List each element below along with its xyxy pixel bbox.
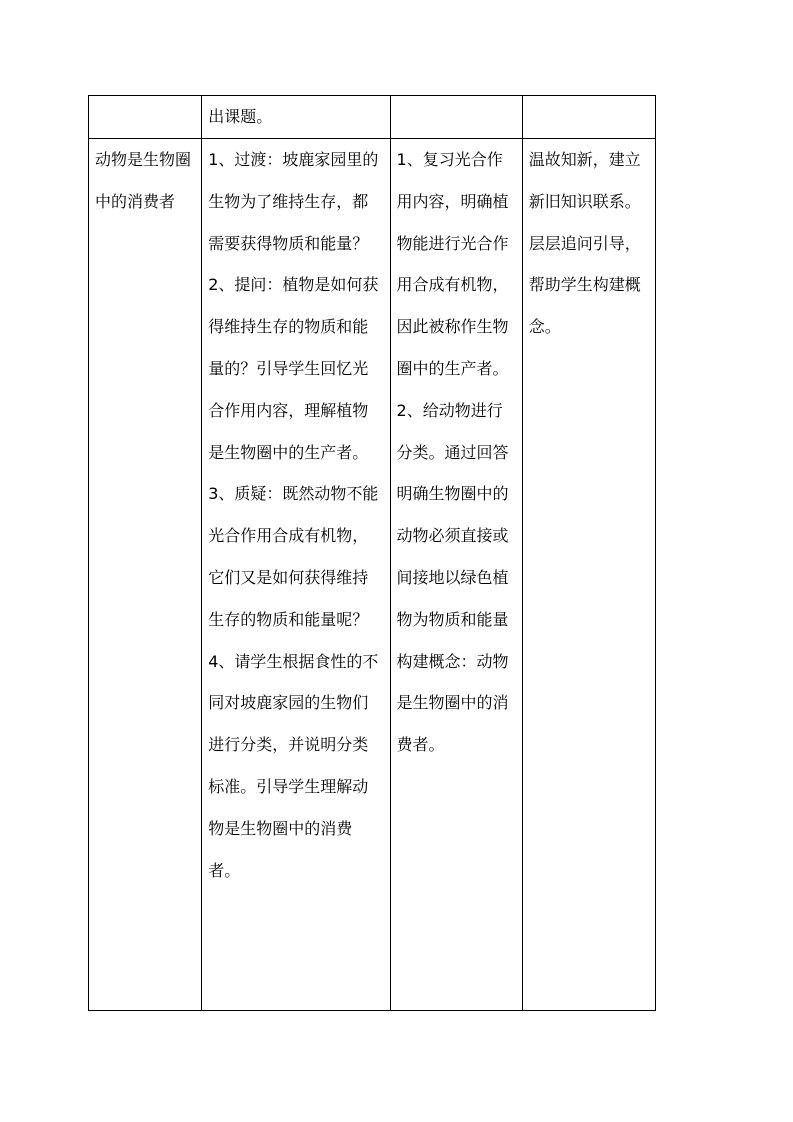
student-step-1: 1、复习光合作用内容，明确植物能进行光合作用合成有机物，因此被称作生物圈中的生产者。 bbox=[396, 150, 509, 378]
table-cell-student-activity bbox=[390, 96, 522, 139]
table-cell-topic bbox=[89, 139, 202, 1011]
teacher-step-1: 1、过渡：坡鹿家园里的生物为了维持生存，都需要获得物质和能量？ bbox=[208, 150, 379, 253]
lesson-plan-table bbox=[88, 95, 656, 1011]
table-cell-design-intent bbox=[522, 96, 655, 139]
table-row bbox=[89, 96, 656, 139]
teacher-step-4: 4、请学生根据食性的不同对坡鹿家园的生物们进行分类，并说明分类标准。引导学生理解动物是生物圈中的消费者。 bbox=[208, 651, 379, 880]
table-cell-design-intent bbox=[522, 139, 655, 1011]
student-step-2: 2、给动物进行分类。通过回答明确生物圈中的动物必须直接或间接地以绿色植物为物质和能量构建概念：动物是生物圈中的消费者。 bbox=[396, 400, 509, 755]
teacher-step-2: 2、提问：植物是如何获得维持生存的物质和能量的？引导学生回忆光合作用内容，理解植物是生物圈中的生产者。 bbox=[208, 275, 379, 462]
table-cell-student-activity bbox=[390, 139, 522, 1011]
topic-text: 动物是生物圈中的消费者 bbox=[95, 150, 192, 211]
cell-text: 出课题。 bbox=[208, 107, 273, 126]
teacher-step-3: 3、质疑：既然动物不能光合作用合成有机物，它们又是如何获得维持生存的物质和能量呢？ bbox=[208, 484, 379, 629]
table-row bbox=[89, 139, 656, 1011]
table-cell-teacher-activity bbox=[202, 139, 390, 1011]
table-cell-teacher-activity bbox=[202, 96, 390, 139]
table-cell-topic bbox=[89, 96, 202, 139]
intent-text: 温故知新，建立新旧知识联系。层层追问引导，帮助学生构建概念。 bbox=[528, 150, 641, 337]
